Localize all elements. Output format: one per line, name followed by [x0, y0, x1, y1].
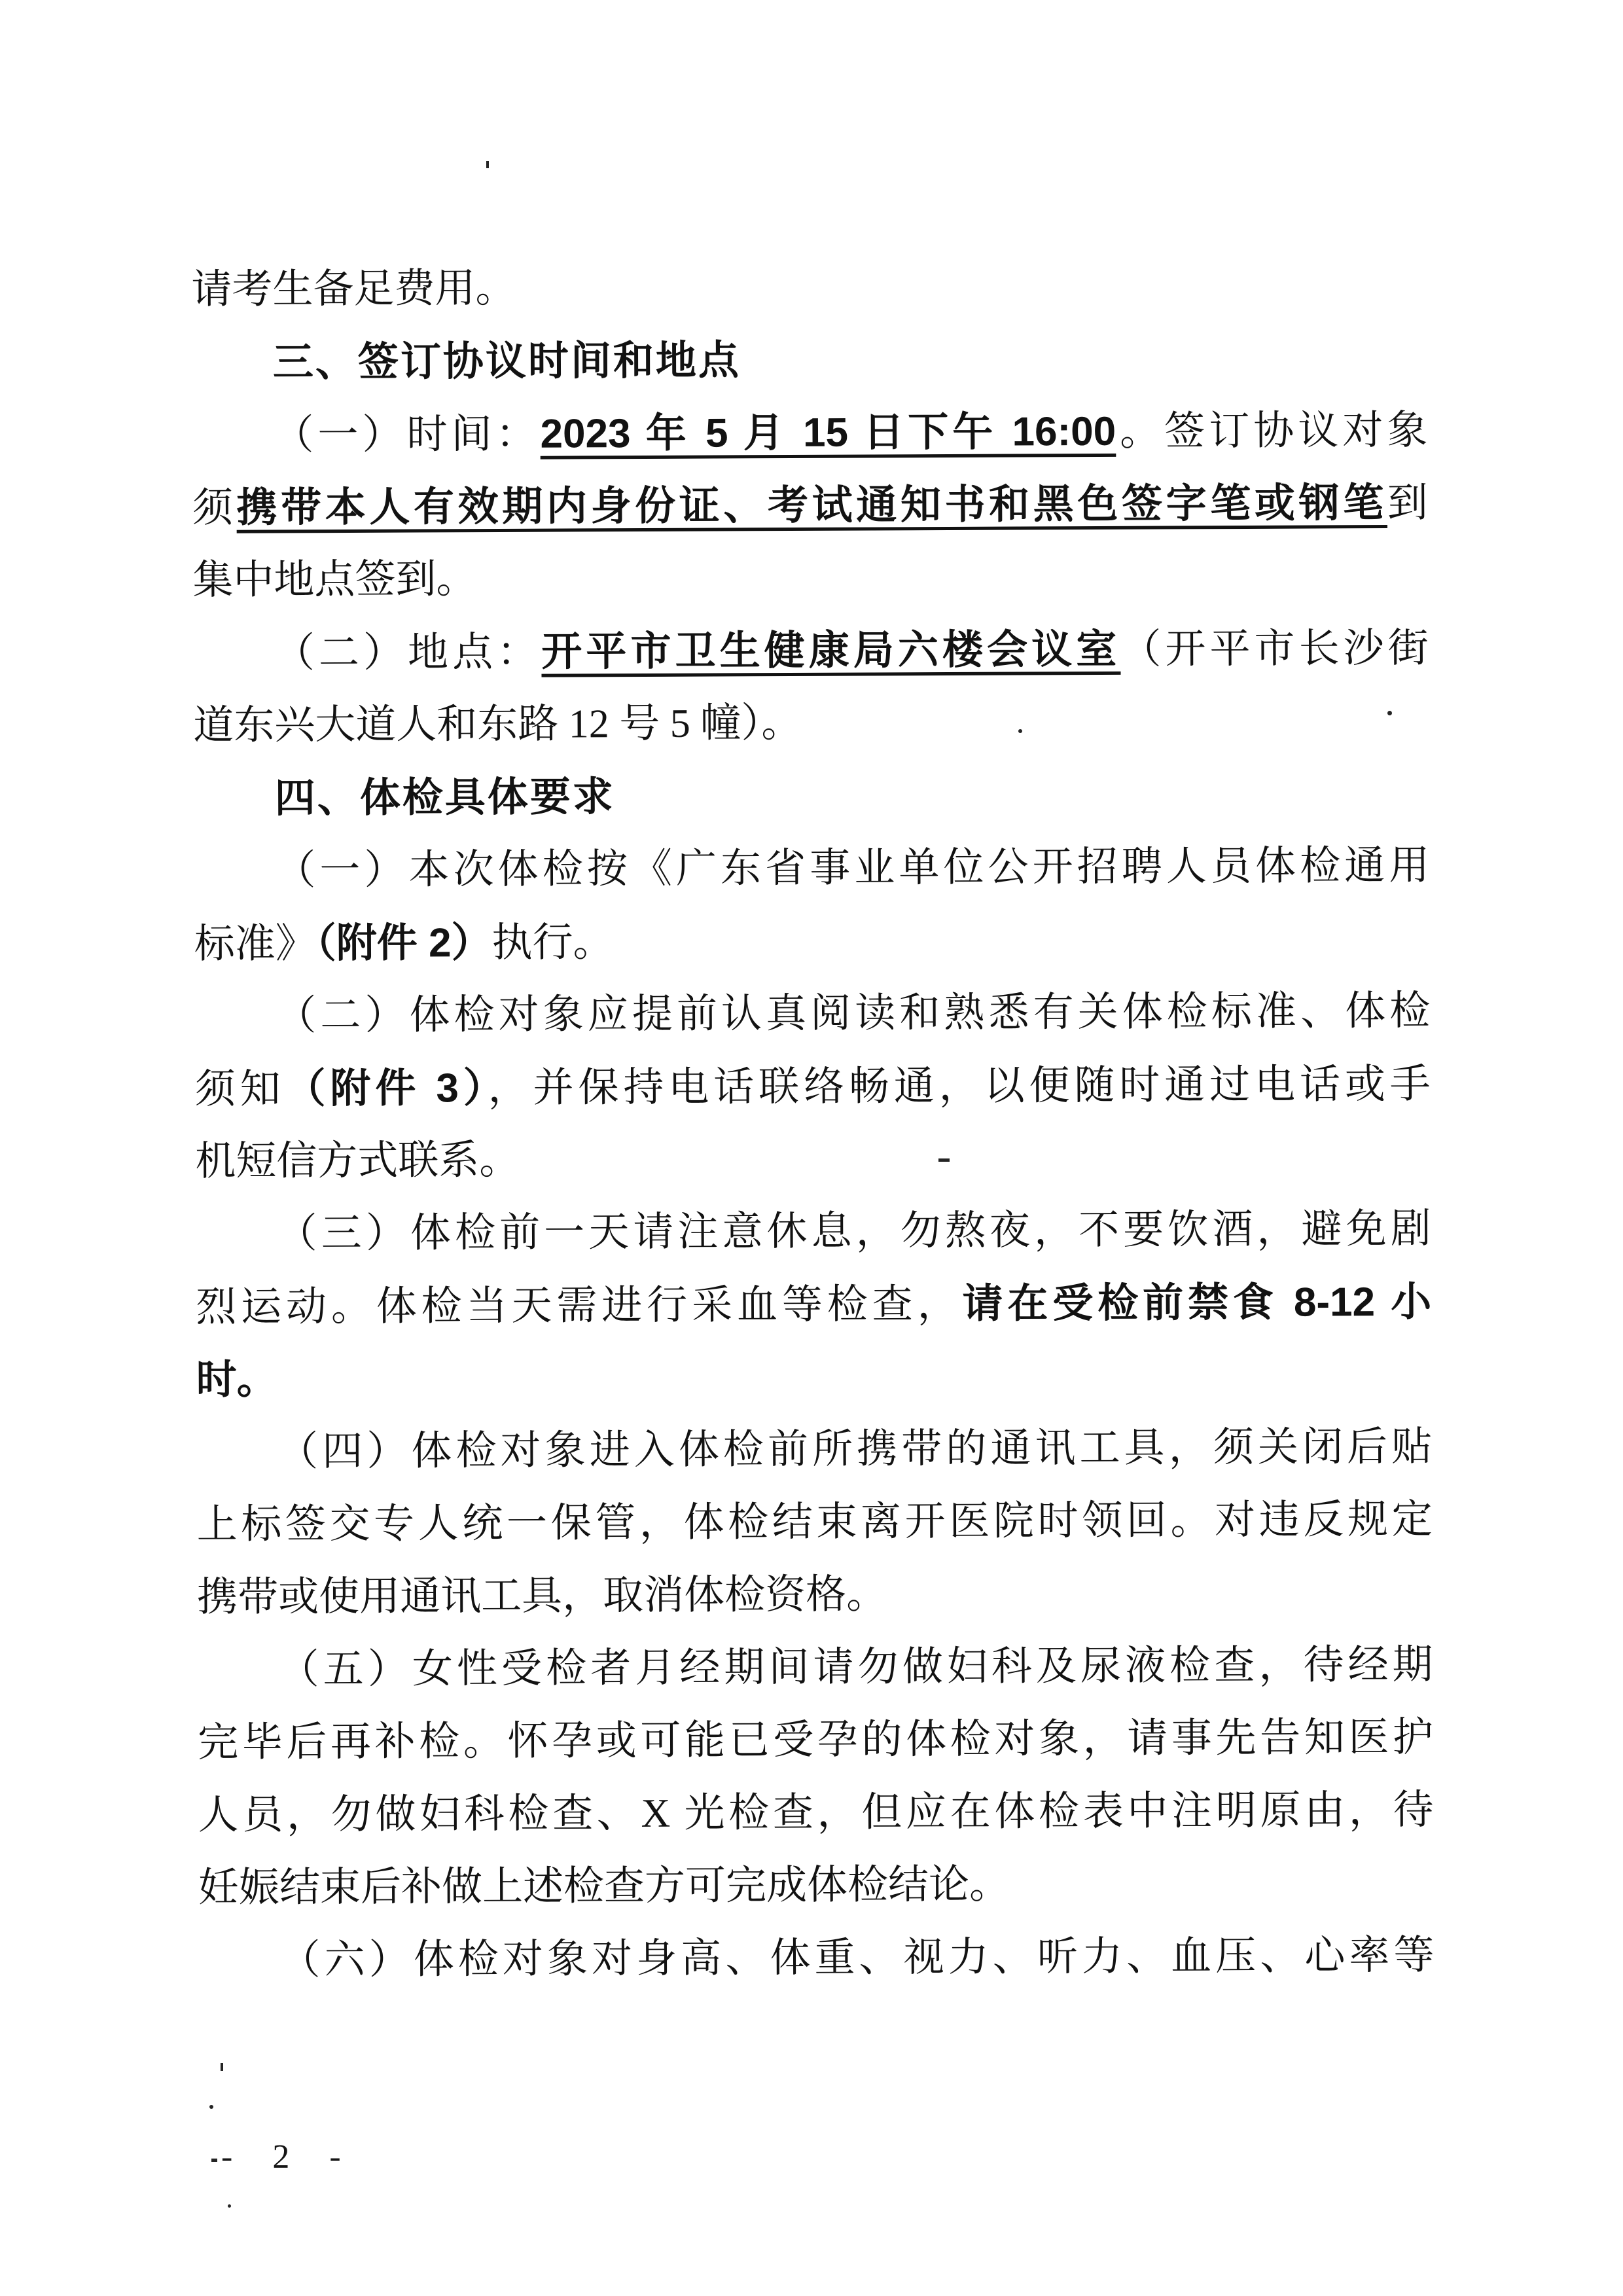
text-segment: （三）体检前一天请注意休息，勿熬夜，不要饮酒，避免剧 — [276, 1206, 1431, 1257]
bold-text-segment: （附件 3） — [285, 1066, 488, 1112]
text-line — [194, 975, 1430, 1053]
scan-speck — [211, 2159, 217, 2162]
text-line — [195, 1048, 1431, 1126]
text-line — [192, 394, 1427, 472]
scan-speck — [228, 2204, 231, 2208]
text-line — [196, 1338, 1431, 1416]
text-segment: 携带或使用通讯工具，取消体检资格。 — [196, 1572, 887, 1620]
text-line — [198, 1774, 1433, 1852]
text-line — [194, 830, 1429, 908]
scan-speck — [938, 1158, 950, 1162]
text-segment: （六）体检对象对身高、体重、视力、听力、血压、心率等 — [279, 1933, 1435, 1983]
text-segment: 请考生备足费用。 — [191, 266, 516, 313]
text-line — [192, 539, 1428, 617]
underlined-text-segment: 2023 年 5 月 15 日下午 16:00 — [540, 408, 1116, 457]
text-segment: 。签订协议对象 — [1116, 408, 1428, 454]
text-segment: ，并保持电话联络畅通，以便随时通过电话或手 — [488, 1062, 1431, 1111]
section-heading — [192, 321, 1427, 399]
text-segment: 上标签交专人统一保管，体检结束离开医院时领回。对违反规定 — [196, 1497, 1433, 1547]
text-segment: （一）时间： — [273, 412, 541, 458]
text-segment: 人员，勿做妇科检查、X 光检查，但应在体检表中注明原由，待 — [198, 1787, 1434, 1838]
text-segment: 烈运动。体检当天需进行采血等检查， — [196, 1282, 963, 1330]
underlined-text-segment: 开平市卫生健康局六楼会议室 — [541, 626, 1121, 675]
text-line — [196, 1266, 1431, 1344]
text-segment: 须 — [192, 486, 237, 531]
text-segment: 完毕后再补检。怀孕或可能已受孕的体检对象，请事先告知医护 — [197, 1715, 1434, 1765]
text-line — [197, 1556, 1433, 1634]
text-segment: （四）体检对象进入体检前所携带的通讯工具，须关闭后贴 — [277, 1424, 1433, 1475]
text-line — [193, 612, 1429, 690]
scan-speck — [1018, 729, 1022, 733]
text-line — [194, 903, 1430, 980]
scan-speck — [221, 2063, 223, 2071]
text-segment: 标准》 — [194, 922, 316, 967]
text-line — [195, 1121, 1431, 1198]
text-line — [196, 1411, 1432, 1489]
text-line — [198, 1702, 1433, 1780]
bold-text-segment: 请在受检前禁食 8-12 小 — [962, 1279, 1432, 1327]
underlined-text-segment: 携带本人有效期内身份证、考试通知书和黑色签字笔或钢笔 — [236, 480, 1387, 531]
bold-text-segment: 四、体检具体要求 — [274, 774, 615, 821]
text-line — [193, 685, 1429, 762]
text-segment: （二）体检对象应提前认真阅读和熟悉有关体检标准、体检 — [276, 988, 1431, 1039]
text-line — [196, 1484, 1432, 1562]
text-line — [195, 1193, 1431, 1271]
document-body — [191, 249, 1435, 1998]
section-heading — [194, 757, 1429, 835]
text-line — [197, 1629, 1433, 1707]
text-segment: （五）女性受检者月经期间请勿做妇科及尿液检查，待经期 — [278, 1642, 1433, 1693]
text-line — [198, 1847, 1434, 1925]
scan-speck — [486, 161, 489, 168]
text-segment: 妊娠结束后补做上述检查方可完成体检结论。 — [198, 1862, 1010, 1910]
text-segment: 须知 — [194, 1067, 285, 1113]
text-line — [198, 1920, 1434, 1998]
text-segment: （二）地点： — [274, 630, 542, 676]
text-segment: （开平市长沙街 — [1120, 626, 1429, 672]
text-line — [192, 467, 1428, 545]
text-segment: 道东兴大道人和东路 12 号 5 幢）。 — [193, 700, 802, 749]
scan-speck — [1387, 711, 1392, 715]
scan-speck — [209, 2105, 213, 2109]
bold-text-segment: 时。 — [196, 1357, 277, 1403]
text-segment: 执行。 — [491, 920, 614, 966]
text-segment: 集中地点签到。 — [192, 557, 477, 603]
text-segment: 到 — [1387, 480, 1429, 526]
bold-text-segment: （附件 2） — [315, 920, 492, 967]
text-segment: 机短信方式联系。 — [195, 1138, 520, 1184]
text-line — [191, 249, 1427, 327]
bold-text-segment: 三、签订协议时间和地点 — [272, 338, 741, 386]
page-number: - 2 - — [221, 2138, 357, 2176]
text-segment: （一）本次体检按《广东省事业单位公开招聘人员体检通用 — [275, 843, 1430, 893]
